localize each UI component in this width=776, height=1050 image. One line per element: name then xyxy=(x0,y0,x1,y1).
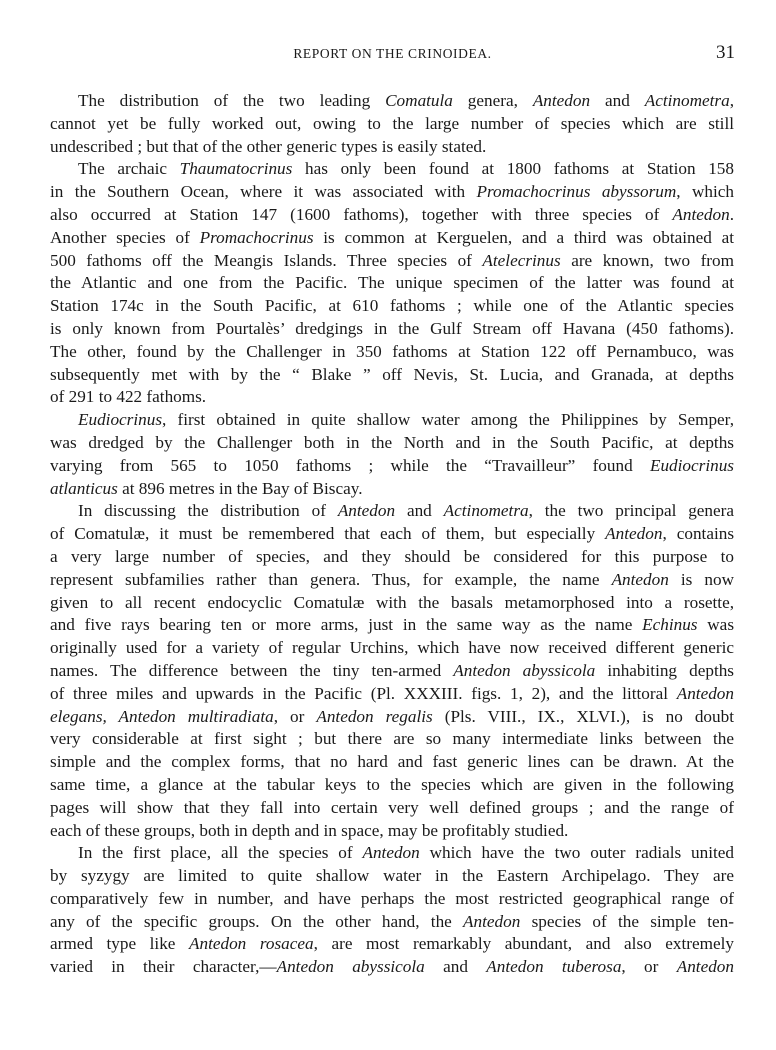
text-run: , the two principal genera xyxy=(528,501,735,521)
text-line xyxy=(50,728,734,751)
text-run: , are most remarkably abundant, and also extremely xyxy=(313,934,734,954)
text-run: and xyxy=(590,91,645,110)
text-line xyxy=(50,478,734,501)
text-run: the Atlantic and one from the Pacific. The unique specimen of the latter was found at xyxy=(50,273,734,293)
text-run: (Pls. VIII., IX., XLVI.), is no doubt xyxy=(432,706,734,726)
text-run: by syzygy are limited to quite shallow water in the Eastern Archipelago. They are xyxy=(50,866,734,886)
text-line xyxy=(50,933,734,956)
text-line xyxy=(50,774,734,797)
text-line xyxy=(50,341,734,364)
text-line xyxy=(50,614,734,637)
text-run: was dredged by the Challenger both in the North and in the South Pacific, at depths xyxy=(50,432,734,452)
text-run: comparatively few in number, and have perhaps the most restricted geographical range of xyxy=(50,888,734,908)
text-run: which have the two outer radials united xyxy=(419,843,734,863)
text-run: , or xyxy=(273,706,317,726)
italic-taxon-name: Eudiocrinus xyxy=(649,455,734,475)
text-run: is common at Kerguelen, and a third was obtained at xyxy=(313,227,734,247)
text-run: and xyxy=(424,957,487,977)
italic-taxon-name: Antedon abyssicola xyxy=(453,660,596,680)
text-run: undescribed ; but that of the other generic types is easily stated. xyxy=(50,136,487,156)
text-line xyxy=(50,227,734,250)
text-line xyxy=(50,592,734,615)
italic-taxon-name: Antedon xyxy=(611,569,669,589)
text-run: , xyxy=(729,91,734,110)
text-line xyxy=(50,637,734,660)
text-line xyxy=(50,113,734,136)
text-run: In the first place, all the species of xyxy=(78,843,363,863)
text-run: represent subfamilies rather than genera. Thus, for example, the name xyxy=(50,569,612,589)
italic-taxon-name: Thaumatocrinus xyxy=(179,159,293,179)
text-line xyxy=(50,820,734,843)
italic-taxon-name: atlanticus xyxy=(50,478,118,498)
italic-taxon-name: Antedon abyssicola xyxy=(276,957,425,977)
italic-taxon-name: Actinometra xyxy=(443,501,529,521)
italic-taxon-name: Eudiocrinus xyxy=(78,410,163,430)
text-line xyxy=(50,751,734,774)
text-line xyxy=(50,386,734,409)
italic-taxon-name: Antedon xyxy=(672,204,730,224)
text-run: , first obtained in quite shallow water among the Philippines by Semper, xyxy=(162,410,734,430)
text-run: was xyxy=(697,615,735,635)
text-line xyxy=(50,204,734,227)
italic-taxon-name: Comatula xyxy=(385,91,453,110)
italic-taxon-name: Actinometra xyxy=(644,91,730,110)
italic-taxon-name: Antedon xyxy=(463,911,521,931)
text-line xyxy=(50,706,734,729)
text-line xyxy=(50,364,734,387)
text-line xyxy=(50,911,734,934)
text-run: The other, found by the Challenger in 350 fathoms at Station 122 off Pernambuco, was xyxy=(50,341,734,361)
text-line xyxy=(50,432,734,455)
text-run: genera, xyxy=(452,91,533,110)
italic-taxon-name: Antedon tuberosa xyxy=(486,957,622,977)
text-run: names. The difference between the tiny ten-armed xyxy=(50,660,454,680)
text-run: , which xyxy=(676,182,734,202)
text-line xyxy=(50,272,734,295)
running-title: REPORT ON THE CRINOIDEA. xyxy=(293,46,492,61)
text-run: of three miles and upwards in the Pacific (Pl. XXXIII. figs. 1, 2), and the littoral xyxy=(50,683,677,703)
text-run: pages will show that they fall into certain very well defined groups ; and the range of xyxy=(50,797,734,817)
text-run: , or xyxy=(621,957,677,977)
text-run: inhabiting depths xyxy=(595,660,734,680)
text-run: of 291 to 422 fathoms. xyxy=(50,387,207,407)
text-line xyxy=(50,409,734,432)
text-run: subsequently met with by the “ Blake ” off Nevis, St. Lucia, and Granada, at depths xyxy=(50,364,734,384)
paragraph xyxy=(50,842,734,979)
text-run: at 896 metres in the Bay of Biscay. xyxy=(117,478,363,498)
text-line xyxy=(50,660,734,683)
text-run: In discussing the distribution of xyxy=(78,501,338,521)
text-line xyxy=(50,158,734,181)
italic-taxon-name: Antedon xyxy=(532,91,591,110)
text-run: originally used for a variety of regular Urchins, which have now received different generic xyxy=(50,638,734,658)
text-run: The distribution of the two leading xyxy=(78,91,386,110)
text-line xyxy=(50,683,734,706)
italic-taxon-name: Antedon xyxy=(605,524,663,544)
text-run: is only known from Pourtalès’ dredgings in the Gulf Stream off Havana (450 fathoms). xyxy=(50,318,734,338)
text-run: , contains xyxy=(662,524,735,544)
paragraph xyxy=(50,409,734,500)
text-run: cannot yet be fully worked out, owing to the large number of species which are still xyxy=(50,113,734,133)
text-run: armed type like xyxy=(50,934,189,954)
text-run: 500 fathoms off the Meangis Islands. Three species of xyxy=(50,250,483,270)
text-line xyxy=(50,842,734,865)
paragraph xyxy=(50,90,734,158)
italic-taxon-name: Antedon xyxy=(362,843,420,863)
text-run: . xyxy=(729,204,734,224)
text-line xyxy=(50,797,734,820)
italic-taxon-name: Antedon xyxy=(676,683,734,703)
italic-taxon-name: Antedon rosacea xyxy=(188,934,314,954)
text-run: Another species of xyxy=(50,227,200,247)
text-run: The archaic xyxy=(78,159,180,179)
italic-taxon-name: Antedon xyxy=(676,957,734,977)
text-run: a very large number of species, and they should be considered for this purpose to xyxy=(50,546,734,566)
italic-taxon-name: Antedon regalis xyxy=(316,706,433,726)
text-line xyxy=(50,136,734,159)
text-run: any of the specific groups. On the other hand, the xyxy=(50,911,464,931)
text-line xyxy=(50,295,734,318)
text-line xyxy=(50,956,734,979)
text-run: each of these groups, both in depth and in space, may be profitably studied. xyxy=(50,820,569,840)
text-run: same time, a glance at the tabular keys to the species which are given in the following xyxy=(50,774,734,794)
page-header xyxy=(50,44,735,66)
text-line xyxy=(50,500,734,523)
italic-taxon-name: Antedon xyxy=(337,501,396,521)
text-line xyxy=(50,546,734,569)
italic-taxon-name: Promachocrinus abyssorum xyxy=(476,182,677,202)
text-line xyxy=(50,569,734,592)
paragraph xyxy=(50,500,734,842)
text-run: also occurred at Station 147 (1600 fathoms), together with three species of xyxy=(50,204,673,224)
text-run: are known, two from xyxy=(560,250,734,270)
text-line xyxy=(50,523,734,546)
italic-taxon-name: elegans, Antedon multiradiata xyxy=(50,706,274,726)
paragraph xyxy=(50,158,734,409)
text-line xyxy=(50,318,734,341)
text-run: of Comatulæ, it must be remembered that each of them, but especially xyxy=(50,524,606,544)
page-number: 31 xyxy=(716,42,735,63)
text-line xyxy=(50,888,734,911)
text-run: Station 174c in the South Pacific, at 610 fathoms ; while one of the Atlantic species xyxy=(50,296,734,316)
text-run: species of the simple ten- xyxy=(520,911,735,931)
text-run: in the Southern Ocean, where it was associated with xyxy=(50,182,477,202)
text-run: very considerable at first sight ; but there are so many intermediate links between the xyxy=(50,729,734,749)
text-run: and xyxy=(395,501,444,521)
italic-taxon-name: Echinus xyxy=(642,615,698,635)
text-line xyxy=(50,250,734,273)
text-run: varied in their character,— xyxy=(50,957,277,977)
body-text xyxy=(50,90,734,979)
italic-taxon-name: Atelecrinus xyxy=(482,250,561,270)
text-line xyxy=(50,90,734,113)
text-line xyxy=(50,181,734,204)
text-line xyxy=(50,865,734,888)
italic-taxon-name: Promachocrinus xyxy=(199,227,314,247)
text-run: has only been found at 1800 fathoms at Station 158 xyxy=(292,159,734,179)
text-run: varying from 565 to 1050 fathoms ; while the “Travailleur” found xyxy=(50,455,650,475)
text-run: given to all recent endocyclic Comatulæ with the basals metamorphosed into a rosette, xyxy=(50,592,734,612)
text-run: simple and the complex forms, that no hard and fast generic lines can be drawn. At the xyxy=(50,752,734,772)
text-run: is now xyxy=(668,569,734,589)
text-run: and five rays bearing ten or more arms, just in the same way as the name xyxy=(50,615,643,635)
text-line xyxy=(50,455,734,478)
